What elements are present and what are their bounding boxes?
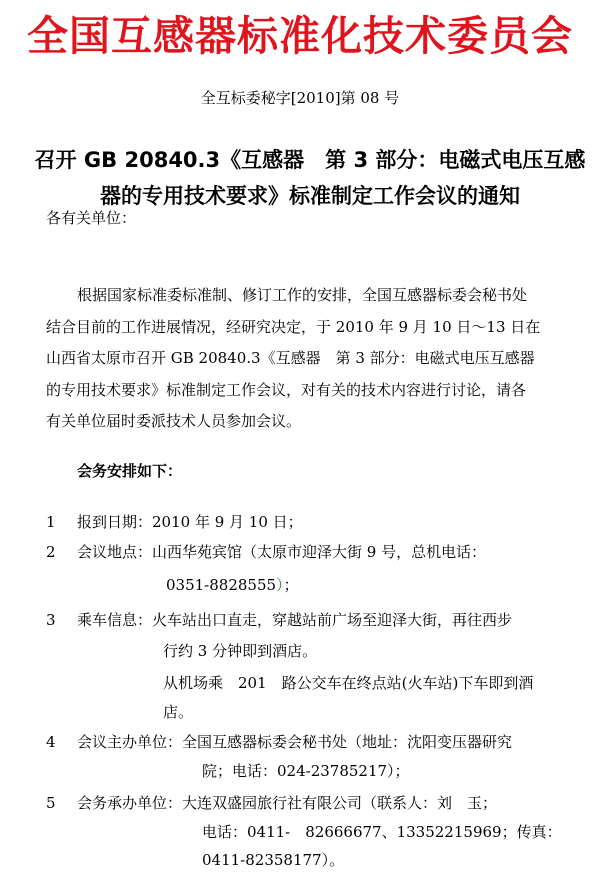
document-number: 全互标委秘字[2010]第 08 号 <box>200 89 400 107</box>
item-line: 行约 3 分钟即到酒店。 <box>163 642 318 660</box>
item-number: 3 <box>46 611 56 629</box>
body-line: 山西省太原市召开 GB 20840.3《互感器 第 3 部分：电磁式电压互感器 <box>46 349 535 368</box>
body-paragraph <box>46 280 591 438</box>
item-line: 会务承办单位：大连双盛园旅行社有限公司（联系人：刘 玉； <box>77 794 498 812</box>
item-number: 5 <box>46 794 56 812</box>
body-line: 根据国家标准委标准制、修订工作的安排，全国互感器标委会秘书处 <box>77 286 528 304</box>
item-line: 从机场乘 201 路公交车在终点站(火车站)下车即到酒 <box>163 674 534 692</box>
phone-number: 0351-8828555 <box>166 576 277 594</box>
item-line: 0411-82358177）。 <box>202 851 345 869</box>
item-number: 4 <box>46 733 56 751</box>
punctuation: ； <box>283 576 299 594</box>
item-line: 院；电话：024-23785217）； <box>202 762 410 780</box>
item-number: 2 <box>46 543 56 561</box>
committee-header: 全国互感器标准化技术委员会 <box>27 12 573 60</box>
body-line: 有关单位届时委派技术人员参加会议。 <box>46 412 302 431</box>
closing-paren: ） <box>276 576 284 594</box>
notice-title-line: 器的专用技术要求》标准制定工作会议的通知 <box>100 184 520 208</box>
item-line: 会议主办单位：全国互感器标委会秘书处（地址：沈阳变压器研究 <box>77 733 513 751</box>
item-line: 电话：0411- 82666677、13352215969；传真： <box>202 823 562 841</box>
salutation: 各有关单位： <box>46 209 137 227</box>
body-line: 的专用技术要求》标准制定工作会议，对有关的技术内容进行讨论，请各 <box>46 380 527 399</box>
item-line: 会议地点：山西华苑宾馆（太原市迎泽大街 9 号，总机电话： <box>77 543 487 561</box>
item-number: 1 <box>46 513 56 531</box>
item-line: 报到日期：2010 年 9 月 10 日； <box>77 513 303 531</box>
item-line: 店。 <box>163 703 194 721</box>
item-line <box>166 570 299 600</box>
notice-title-line: 召开 GB 20840.3《互感器 第 3 部分：电磁式电压互感 <box>34 148 586 172</box>
section-heading: 会务安排如下： <box>77 462 183 480</box>
body-line: 结合目前的工作进展情况，经研究决定，于 2010 年 9 月 10 日～13 日在 <box>46 317 541 336</box>
item-line: 乘车信息：火车站出口直走，穿越站前广场至迎泽大街，再往西步 <box>77 611 513 629</box>
